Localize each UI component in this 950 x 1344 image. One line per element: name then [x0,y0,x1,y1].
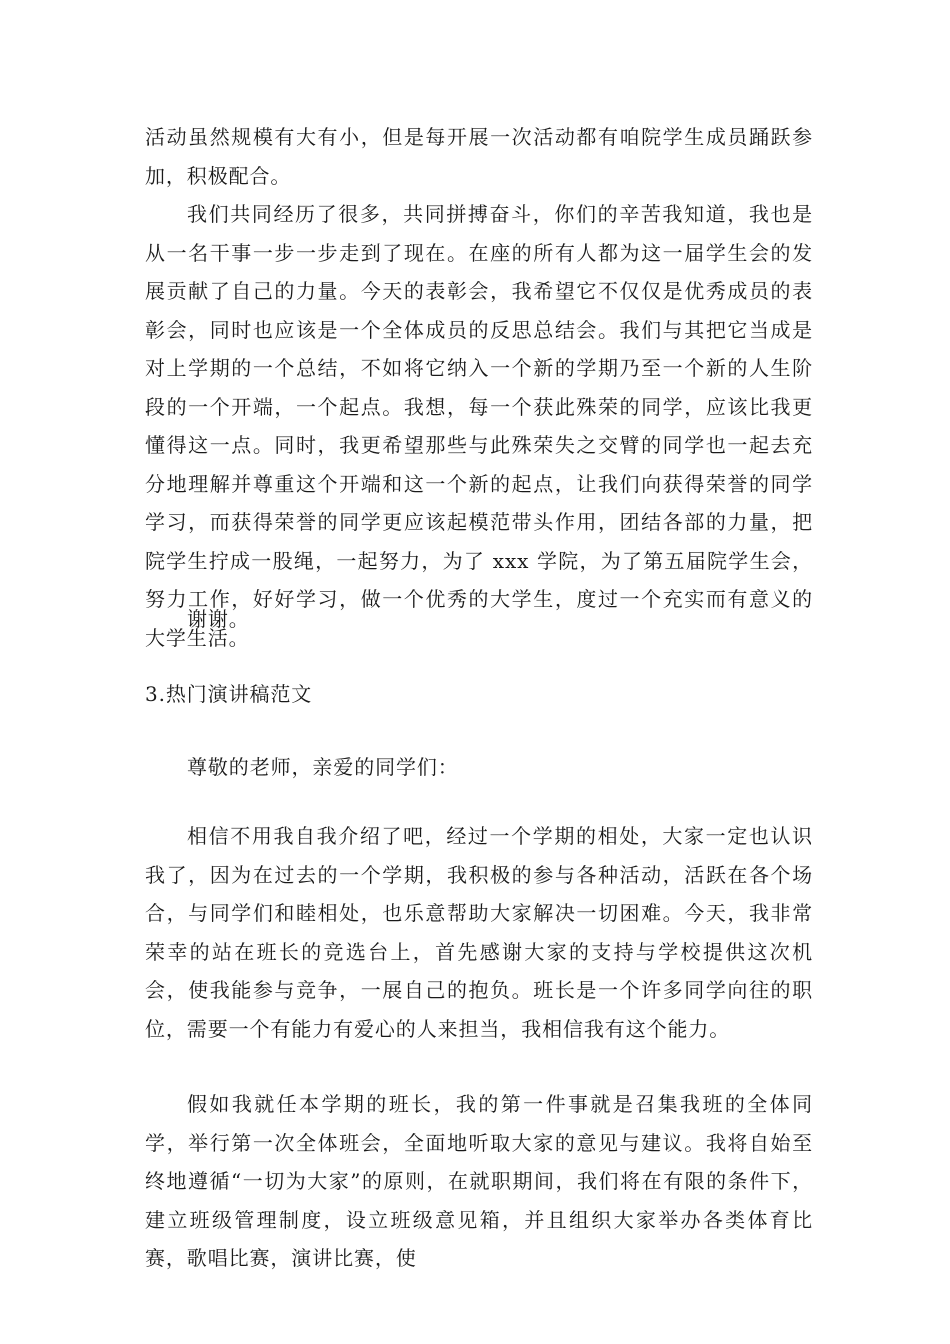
closing-thanks: 谢谢。 [187,607,250,631]
body-paragraph: 我们共同经历了很多，共同拼搏奋斗，你们的辛苦我知道，我也是从一名干事一步一步走到了现在。在座的所有人都为这一届学生会的发展贡献了自己的力量。今天的表彰会，我希望它不仅仅是优秀成员的表彰会，同时也应该是一个全体成员的反思总结会。我们与其把它当成是对上学期的一个总结，不如将它纳入一个新的学期乃至一个新的人生阶段的一个开端，一个起点。我想，每一个获此殊荣的同学，应该比我更懂得这一点。同时，我更希望那些与此殊荣失之交臂的同学也一起去充分地理解并尊重这个开端和这一个新的起点，让我们向获得荣誉的同学学习，而获得荣誉的同学更应该起模范带头作用，团结各部的力量，把院学生拧成一股绳，一起努力，为了 xxx 学院，为了第五届院学生会，努力工作，好好学习，做一个优秀的大学生，度过一个充实而有意义的大学生活。 [145,202,813,650]
body-paragraph: 相信不用我自我介绍了吧，经过一个学期的相处，大家一定也认识我了，因为在过去的一个学期，我积极的参与各种活动，活跃在各个场合，与同学们和睦相处，也乐意帮助大家解决一切困难。今天，我非常荣幸的站在班长的竞选台上，首先感谢大家的支持与学校提供这次机会，使我能参与竞争，一展自己的抱负。班长是一个许多同学向往的职位，需要一个有能力有爱心的人来担当，我相信我有这个能力。 [145,824,813,1041]
body-paragraph: 活动虽然规模有大有小，但是每开展一次活动都有咱院学生成员踊跃参加，积极配合。 [145,125,813,188]
section-heading: 3.热门演讲稿范文 [145,682,313,706]
speech-greeting: 尊敬的老师，亲爱的同学们： [187,755,459,779]
body-paragraph: 假如我就任本学期的班长，我的第一件事就是召集我班的全体同学，举行第一次全体班会，全面地听取大家的意见与建议。我将自始至终地遵循“一切为大家”的原则，在就职期间，我们将在有限的条件下，建立班级管理制度，设立班级意见箱，并且组织大家举办各类体育比赛，歌唱比赛，演讲比赛，使 [145,1092,813,1270]
